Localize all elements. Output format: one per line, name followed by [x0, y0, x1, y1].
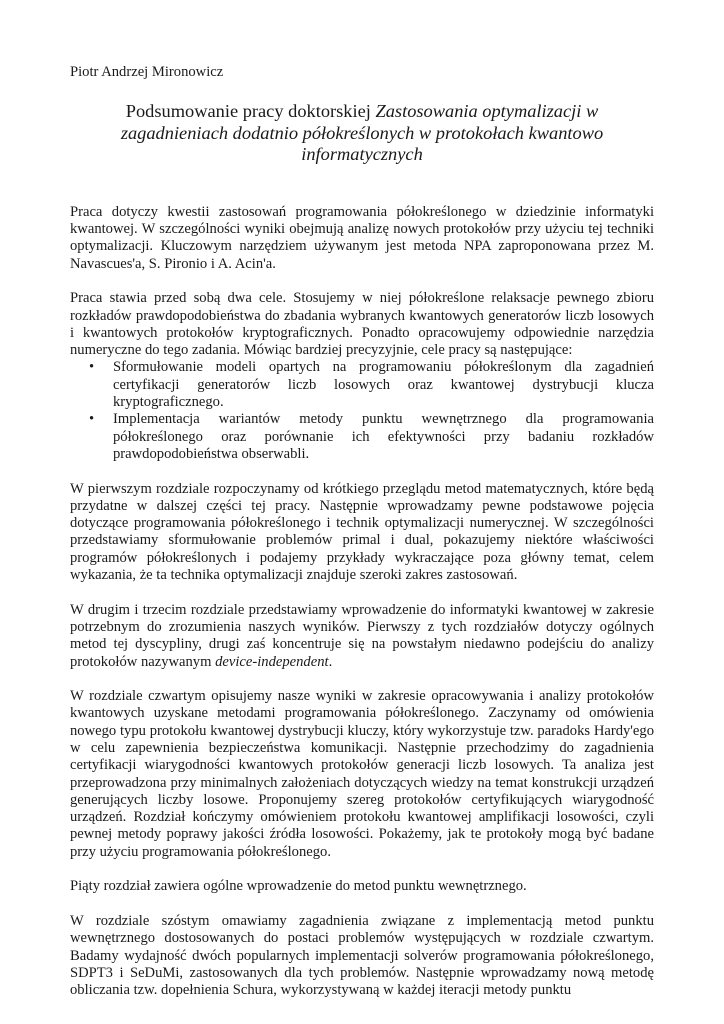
author-name: Piotr Andrzej Mironowicz [70, 64, 224, 80]
paragraph-chapter-4: W rozdziale czwartym opisujemy nasze wyniki w zakresie opracowywania i analizy protokołów kwantowych uzyskane metodami programowania półokreślonego. Zaczynamy od omówienia nowego typu protokołu kwantowej dystrybucji kluczy, który wykorzystuje tzw. paradoks Hardy'ego w celu zapewnienia bezpieczeństwa komunikacji. Następnie przechodzimy do zagadnienia certyfikacji wiarygodności kwantowych protokołów generacji liczb losowych. Ta analiza jest przeprowadzona przy minimalnych założeniach dotyczących wiedzy na temat konstrukcji urządzeń generujących liczby losowe. Proponujemy szereg protokołów certyfikujących wiarygodność urządzeń. Rozdział kończymy omówieniem protokołu kwantowej amplifikacji losowości, czyli pewnej metody poprawy jakości źródła losowości. Pokażemy, jak te protokoły mogą być badane przy użyciu programowania półokreślonego. [70, 688, 654, 860]
list-item-text: Sformułowanie modeli opartych na programowaniu półokreślonym dla zagadnień certyfikacji generatorów liczb losowych oraz kwantowej dystrybucji klucza kryptograficznego. [113, 359, 654, 411]
paragraph-chapter-6: W rozdziale szóstym omawiamy zagadnienia związane z implementacją metod punktu wewnętrznego dostosowanych do postaci problemów występujących w rozdziale czwartym. Badamy wydajność dwóch popularnych implementacji solverów programowania półokreślonego, SDPT3 i SeDuMi, zastosowanych dla tych problemów. Następnie wprowadzamy nową metodę obliczania tzw. dopełnienia Schura, wykorzystywaną w każdej iteracji metody punktu [70, 912, 654, 999]
paragraph-chapter-1: W pierwszym rozdziale rozpoczynamy od krótkiego przeglądu metod matematycznych, które będą przydatne w dalszej części tej pracy. Następnie wprowadzamy pewne podstawowe pojęcia dotyczące programowania półokreślonego i technik optymalizacji numerycznej. W szczególności przedstawiamy sformułowanie problemów primal i dual, pokazujemy niektóre właściwości programów półokreślonych i podajemy przykłady wykraczające poza główny temat, celem wykazania, że ta technika optymalizacji znajduje szeroki zakres zastosowań. [70, 480, 654, 584]
italic-term: device-independent [215, 653, 329, 670]
goals-list [70, 359, 654, 463]
list-item [89, 359, 654, 411]
title-prefix: Podsumowanie pracy doktorskiej [125, 101, 371, 122]
paragraph-text: W drugim i trzecim rozdziale przedstawiamy wprowadzenie do informatyki kwantowej w zakresie potrzebnym do zrozumienia naszych wyników. Pierwszy z tych rozdziałów dotyczy ogólnych metod tej dyscypliny, drugi zaś koncentruje się na powstałym niedawno podejściu do analizy protokołów nazywanym [70, 601, 654, 670]
bullet-icon: • [89, 359, 95, 376]
paragraph-goals-intro: Praca stawia przed sobą dwa cele. Stosujemy w niej półokreślone relaksacje pewnego zbioru rozkładów prawdopodobieństwa do zbadania wybranych kwantowych generatorów liczb losowych i kwantowych protokołów kryptograficznych. Ponadto opracowujemy odpowiednie narzędzia numeryczne do tego zadania. Mówiąc bardziej precyzyjnie, cele pracy są następujące: [70, 290, 654, 359]
bullet-icon: • [89, 411, 95, 428]
thesis-title [70, 101, 654, 166]
paragraph-end: . [328, 653, 333, 670]
title-italic: Zastosowania optymalizacji w zagadnieniach dodatnio półokreślonych w protokołach kwantowo informatycznych [120, 101, 604, 165]
list-item-text: Implementacja wariantów metody punktu wewnętrznego dla programowania półokreślonego oraz porównanie ich efektywności przy badaniu rozkładów prawdopodobieństwa obserwabli. [113, 411, 654, 462]
list-item [89, 411, 654, 463]
paragraph-intro: Praca dotyczy kwestii zastosowań programowania półokreślonego w dziedzinie informatyki kwantowej. W szczególności wyniki obejmują analizę nowych protokołów przy użyciu tej techniki optymalizacji. Kluczowym narzędziem używanym jest metoda NPA zaproponowana przez M. Navascues'a, S. Pironio i A. Acin'a. [70, 203, 654, 272]
paragraph-chapter-5: Piąty rozdział zawiera ogólne wprowadzenie do metod punktu wewnętrznego. [70, 878, 527, 895]
paragraph-chapter-2-3 [70, 602, 654, 671]
